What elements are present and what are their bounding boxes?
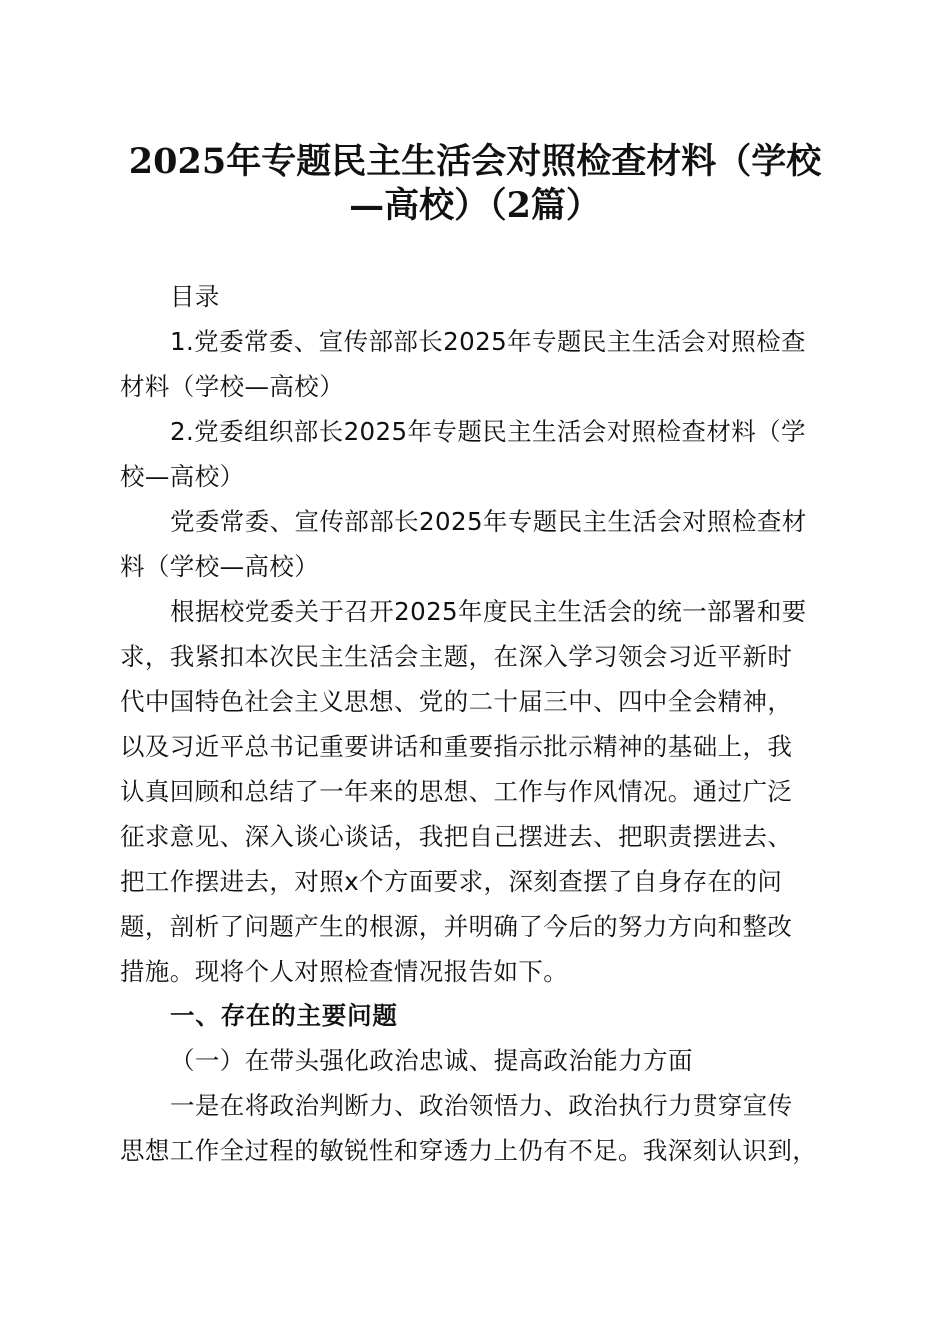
article-subtitle-line-2: 料（学校—高校） (120, 552, 320, 581)
document-title-line-1: 2025年专题民主生活会对照检查材料（学校 (128, 141, 822, 182)
toc-heading: 目录 (170, 282, 220, 311)
intro-line-7: 把工作摆进去，对照x个方面要求，深刻查摆了自身存在的问 (120, 867, 783, 896)
toc-item-1-line-2[interactable]: 材料（学校—高校） (120, 372, 345, 401)
body-line-1: 一是在将政治判断力、政治领悟力、政治执行力贯穿宣传 (170, 1091, 793, 1120)
intro-line-1: 根据校党委关于召开2025年度民主生活会的统一部署和要 (170, 597, 807, 626)
intro-line-5: 认真回顾和总结了一年来的思想、工作与作风情况。通过广泛 (120, 777, 793, 806)
intro-line-2: 求，我紧扣本次民主生活会主题，在深入学习领会习近平新时 (120, 642, 793, 671)
body-line-2: 思想工作全过程的敏锐性和穿透力上仍有不足。我深刻认识到， (120, 1136, 818, 1165)
intro-line-9: 措施。现将个人对照检查情况报告如下。 (120, 957, 569, 986)
intro-line-6: 征求意见、深入谈心谈话，我把自己摆进去、把职责摆进去、 (120, 822, 793, 851)
toc-item-2-line-2[interactable]: 校—高校） (120, 462, 245, 491)
toc-item-2-line-1[interactable]: 2.党委组织部长2025年专题民主生活会对照检查材料（学 (170, 417, 806, 446)
intro-line-3: 代中国特色社会主义思想、党的二十届三中、四中全会精神， (120, 687, 793, 716)
document-title-line-2: —高校）（2篇） (349, 185, 601, 226)
intro-line-8: 题，剖析了问题产生的根源，并明确了今后的努力方向和整改 (120, 912, 793, 941)
toc-item-1-line-1[interactable]: 1.党委常委、宣传部部长2025年专题民主生活会对照检查 (170, 327, 806, 356)
section-heading: 一、存在的主要问题 (170, 1001, 398, 1030)
intro-line-4: 以及习近平总书记重要讲话和重要指示批示精神的基础上，我 (120, 732, 793, 761)
subsection-heading: （一）在带头强化政治忠诚、提高政治能力方面 (170, 1046, 693, 1075)
article-subtitle-line-1: 党委常委、宣传部部长2025年专题民主生活会对照检查材 (170, 507, 807, 536)
